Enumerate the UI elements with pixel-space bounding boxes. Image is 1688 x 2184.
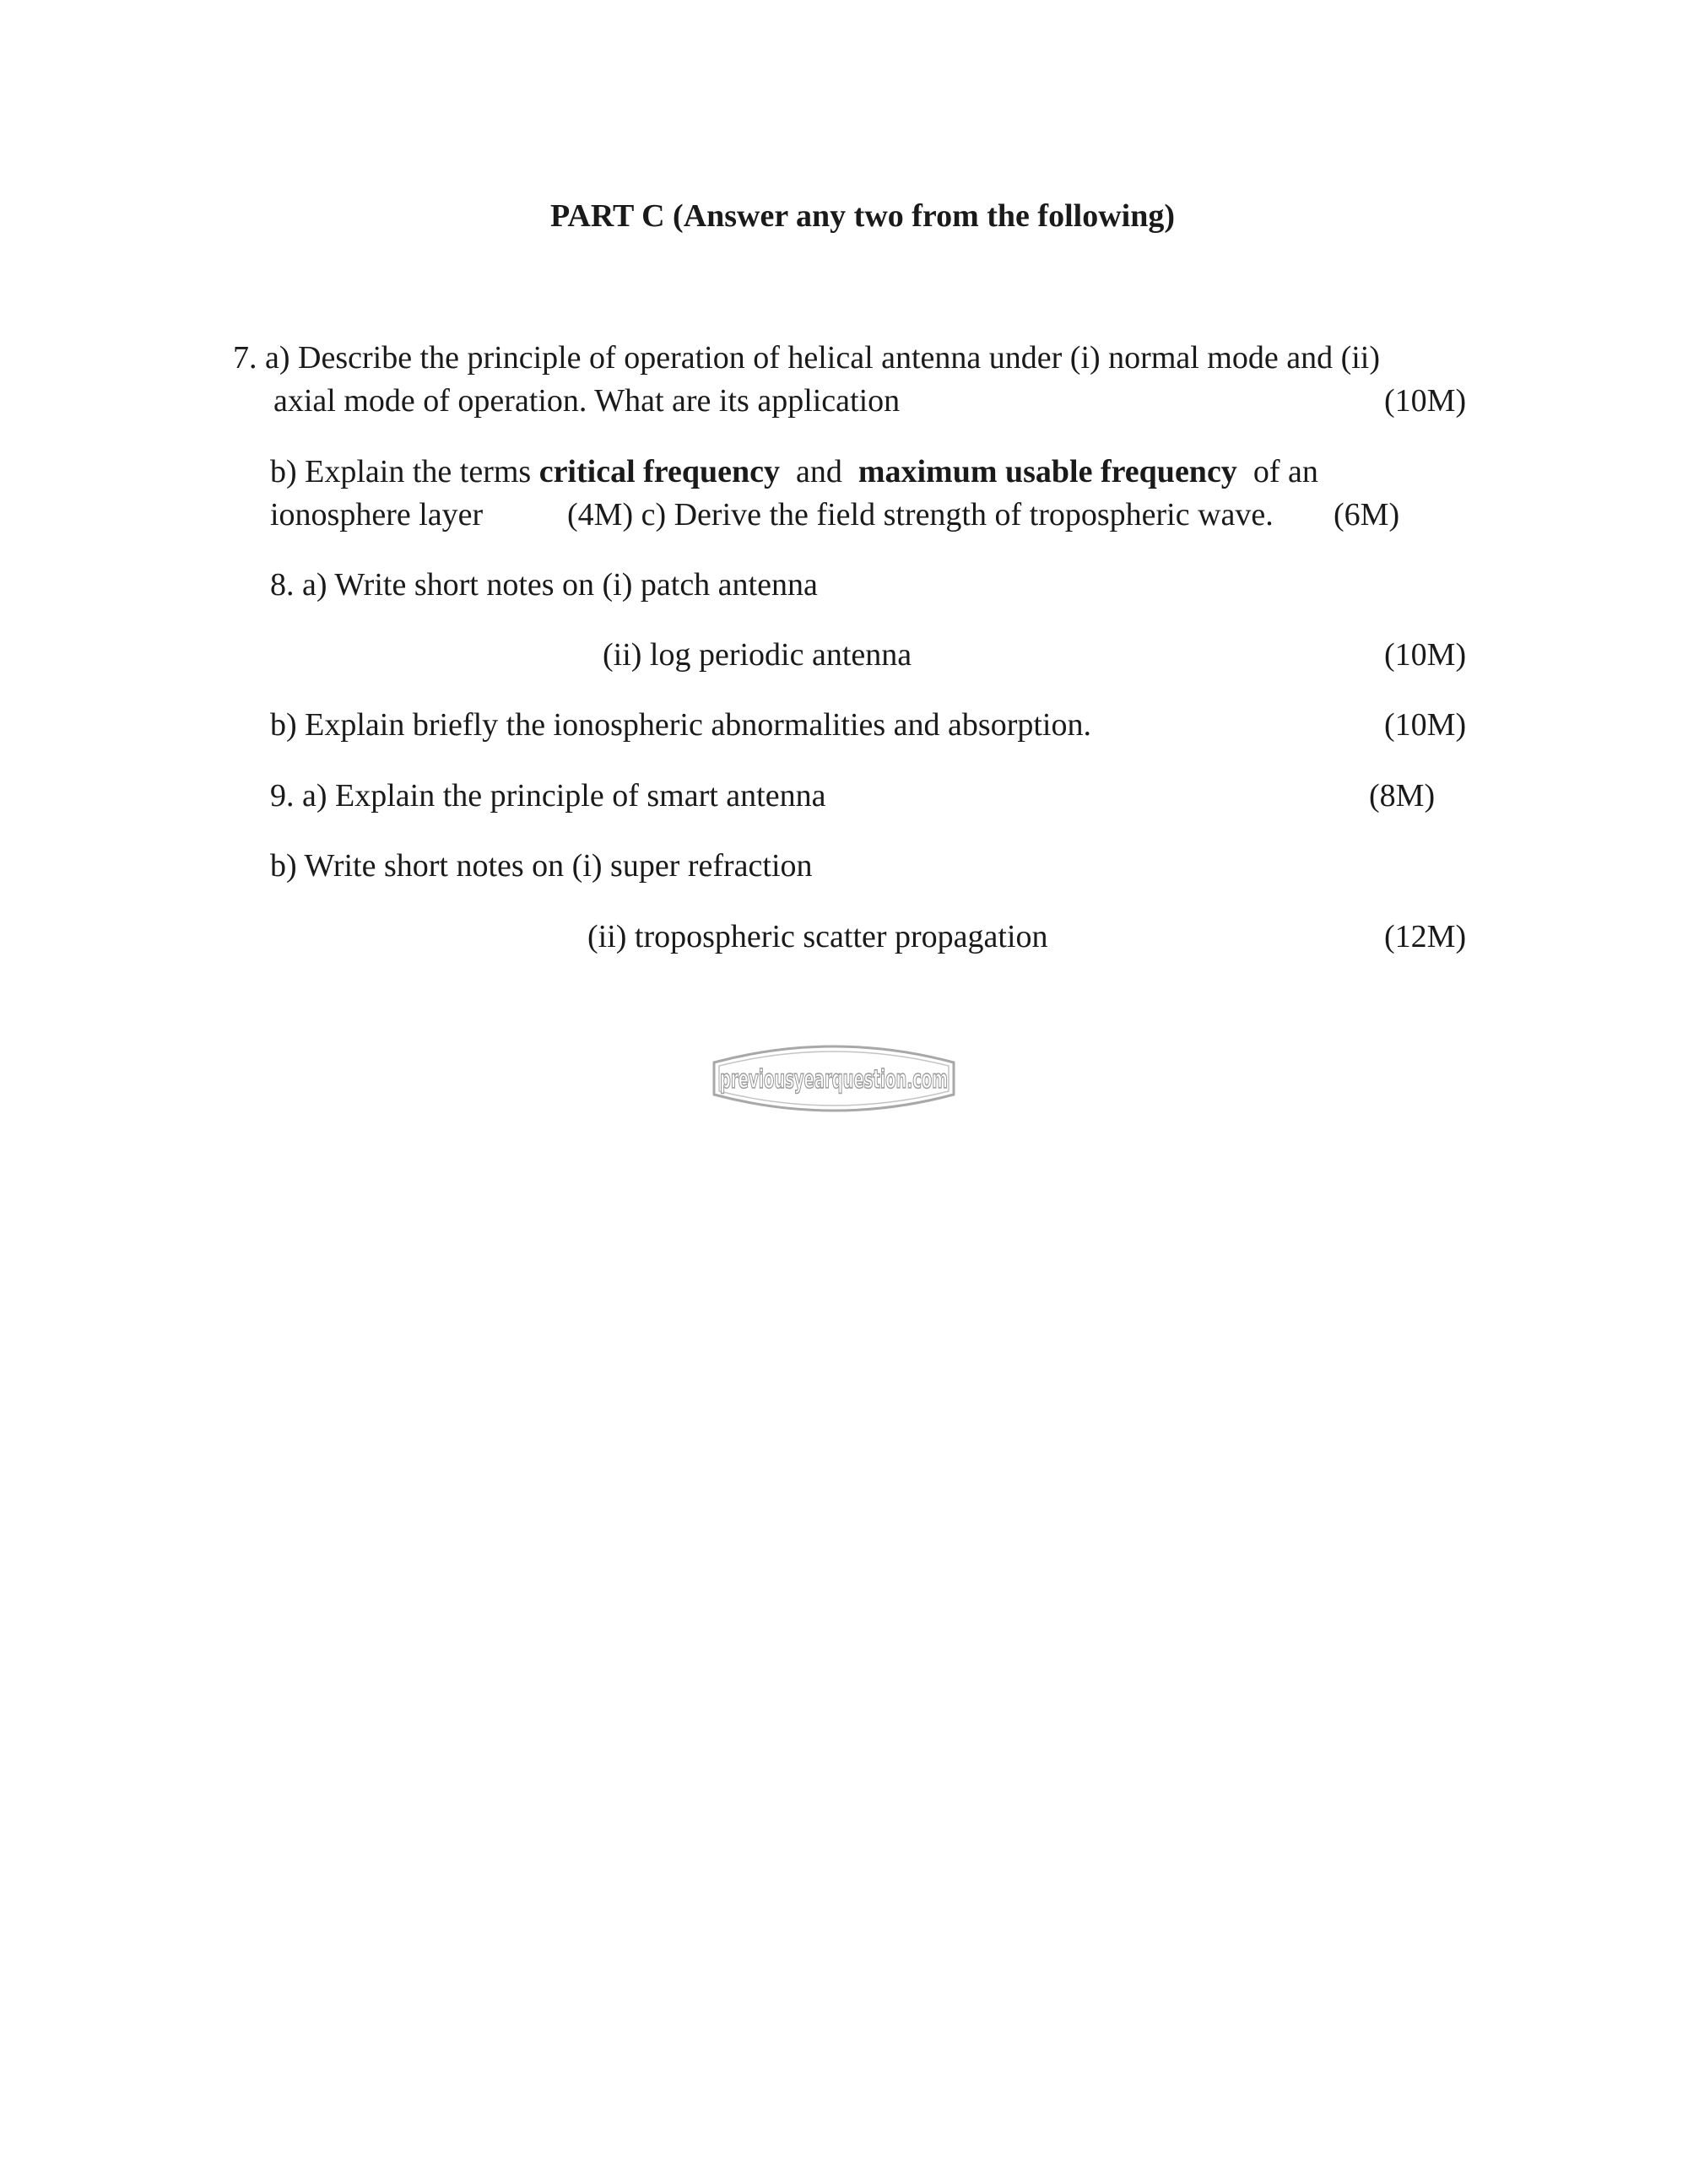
q8a-marks: (10M) — [1384, 637, 1467, 673]
q9b-line1: b) Write short notes on (i) super refraction — [270, 848, 813, 884]
q7bc-line2b: (4M) c) Derive the field strength of tropospheric wave. — [567, 497, 1274, 532]
q9a-marks: (8M) — [1369, 778, 1436, 814]
q8a-line1: 8. a) Write short notes on (i) patch antenna — [270, 567, 818, 603]
q8b-marks: (10M) — [1384, 707, 1467, 743]
q7bc-marks: (6M) — [1334, 497, 1400, 532]
q9a-line: 9. a) Explain the principle of smart antenna — [270, 778, 826, 814]
q9b-marks: (12M) — [1384, 919, 1467, 954]
part-c-heading: PART C (Answer any two from the following) — [550, 198, 1175, 234]
q7b-line2a: ionosphere layer — [270, 497, 484, 532]
watermark-text: previousyearquestion.com — [720, 1065, 948, 1095]
watermark-logo — [707, 1035, 960, 1120]
q7b-prefix: b) Explain the terms — [270, 454, 539, 489]
q7b-term-critical-frequency: critical frequency — [538, 454, 780, 489]
q8b-line: b) Explain briefly the ionospheric abnormalities and absorption. — [270, 707, 1091, 743]
q7a-line1: 7. a) Describe the principle of operation of helical antenna under (i) normal mode and (ii) — [233, 340, 1381, 376]
q9b-line2: (ii) tropospheric scatter propagation — [587, 919, 1048, 954]
q7b-term-muf: maximum usable frequency — [858, 454, 1237, 489]
q7b-mid: and — [779, 454, 858, 489]
q7a-marks: (10M) — [1384, 383, 1467, 419]
q7b-line1 — [270, 452, 1318, 491]
q8a-line2: (ii) log periodic antenna — [603, 637, 912, 673]
q7a-line2: axial mode of operation. What are its application — [273, 383, 901, 419]
q7b-suffix: of an — [1236, 454, 1318, 489]
